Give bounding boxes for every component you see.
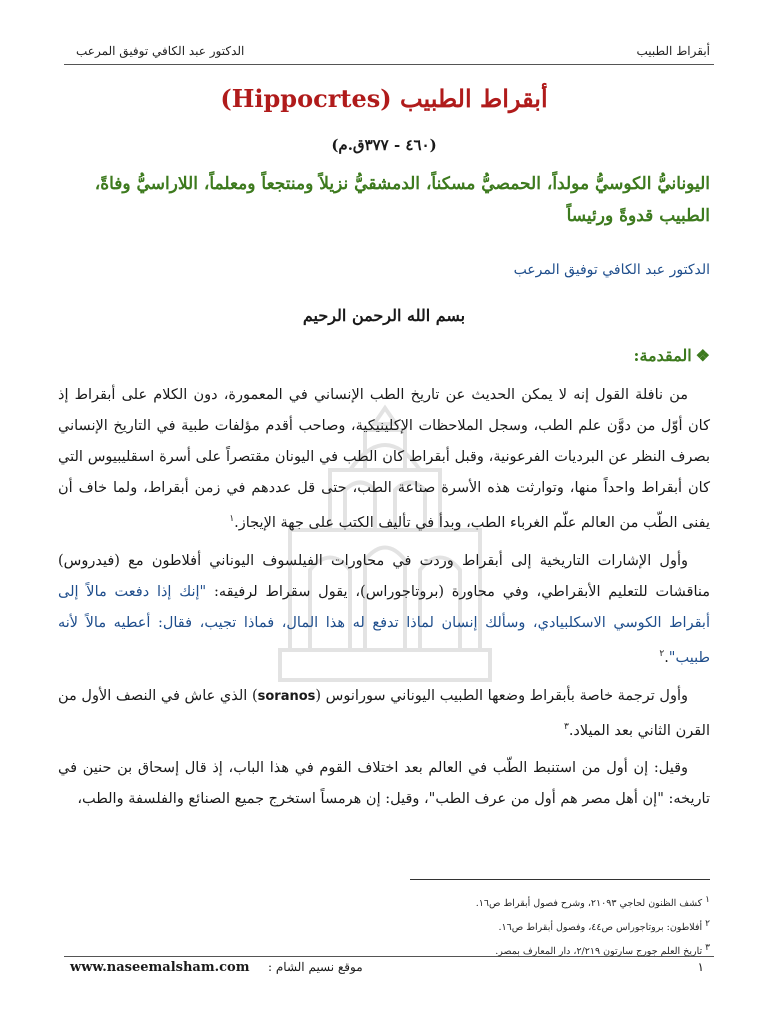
footnote-number: ٢ [705, 919, 710, 929]
footnote-ref-1[interactable]: ١ [229, 514, 235, 524]
site-url-link[interactable]: www.naseemalsham.com [70, 960, 250, 975]
paragraph-4: وقيل: إن أول من استنبط الطّب في العالم بعد اختلاف القوم في هذا الباب، إذ قال إسحاق بن حنين في تاريخه: "إن أهل مصر هم أول من عرف الطب"، وقيل: إن هرمساً استخرج جميع الصنائع والفلسفة والطب، [58, 760, 710, 808]
header-divider [64, 64, 714, 65]
author-name: الدكتور عبد الكافي توفيق المرعب [513, 262, 710, 278]
footnotes [300, 888, 710, 960]
paragraph-2-text: وأول الإشارات التاريخية إلى أبقراط وردت في محاورات الفيلسوف اليوناني أفلاطون مع (فيدروس) مناقشات للتعليم الأبقراطي، وفي محاورة (بروتاجوراس)، يقول سقراط لرفيقه: [58, 552, 710, 600]
footnote [300, 912, 710, 936]
site-name: موقع نسيم الشام : [268, 960, 363, 974]
article-body [58, 380, 710, 822]
footnote-number: ٣ [705, 943, 710, 953]
footnote-number: ١ [705, 895, 710, 905]
subtitle: اليونانيُّ الكوسيُّ مولداً، الحمصيُّ مسكناً، الدمشقيُّ نزيلاً ومنتجعاً ومعلماً، اللاراسيُّ وفاةً، الطبيب قدوةً ورئيساً [94, 174, 710, 226]
footer-divider [64, 956, 714, 957]
page-number: ١ [697, 960, 704, 974]
section-heading [634, 346, 710, 365]
paragraph-2-end: . [664, 649, 669, 666]
paragraph-2 [58, 546, 710, 674]
running-header-author: الدكتور عبد الكافي توفيق المرعب [76, 44, 245, 58]
footnote-ref-2[interactable]: ٢ [659, 648, 665, 659]
paragraph-3 [58, 681, 710, 747]
diamond-bullet-icon: ❖ [695, 346, 710, 365]
footnote-ref-3[interactable]: ٣ [563, 721, 569, 732]
paragraph-3-text: وأول ترجمة خاصة بأبقراط وضعها الطبيب اليوناني سورانوس ( [315, 687, 688, 704]
paragraph-1 [58, 380, 710, 539]
footnote-text: أفلاطون: بروتاجوراس ص٤٤، وفصول أبقراط ص١٦. [498, 922, 703, 934]
paragraph-3-text-end: ) الذي عاش في النصف الأول من القرن الثاني بعد الميلاد. [58, 687, 710, 739]
basmala: بسم الله الرحمن الرحيم [302, 306, 466, 325]
quoted-passage: "إنك إذا دفعت مالاً إلى أبقراط الكوسي الاسكلبيادي، وسألك إنسان لماذا تدفع له هذا المال، فماذا تجيب، فقال: أعطيه مالاً لأنه طبيب" [58, 583, 710, 666]
footnote-divider [410, 879, 710, 880]
life-dates: (٤٦٠ - ٣٧٧ق.م) [331, 136, 437, 154]
paragraph-1-text: من نافلة القول إنه لا يمكن الحديث عن تاريخ الطب الإنساني في المعمورة، دون الكلام على أبقراط إذ كان أوّل من دوَّن علم الطب، وسجل الملاحظات الإكلينيكية، وصاحب أقدم مؤلفات طبية في التاريخ الإنساني بصرف النظر عن البرديات الفرعونية، وقبل أبقراط كان الطب في اليونان مقتصراً على أسرة اسقليبيوس التي كان أبقراط واحداً منها، وتوارثت هذه الأسرة صناعة الطب، حتى قل عددهم في زمن أبقراط، ولما خاف أن يفنى الطّب من العالم علّم الغرباء الطب، وبدأ في تأليف الكتب على جهة الإيجاز. [58, 387, 710, 531]
latin-name: soranos [257, 688, 316, 704]
running-header-title: أبقراط الطبيب [636, 44, 710, 58]
footnote-text: كشف الظنون لحاجي ٢١٠٩٣، وشرح فصول أبقراط ص١٦. [475, 898, 703, 910]
footnote-text: تاريخ العلم جورج سارتون ٢/٢١٩، دار المعارف بمصر. [495, 946, 703, 958]
section-heading-text: المقدمة: [633, 346, 692, 365]
footnote [300, 888, 710, 912]
page-title: أبقراط الطبيب (Hippocrtes) [220, 84, 548, 113]
